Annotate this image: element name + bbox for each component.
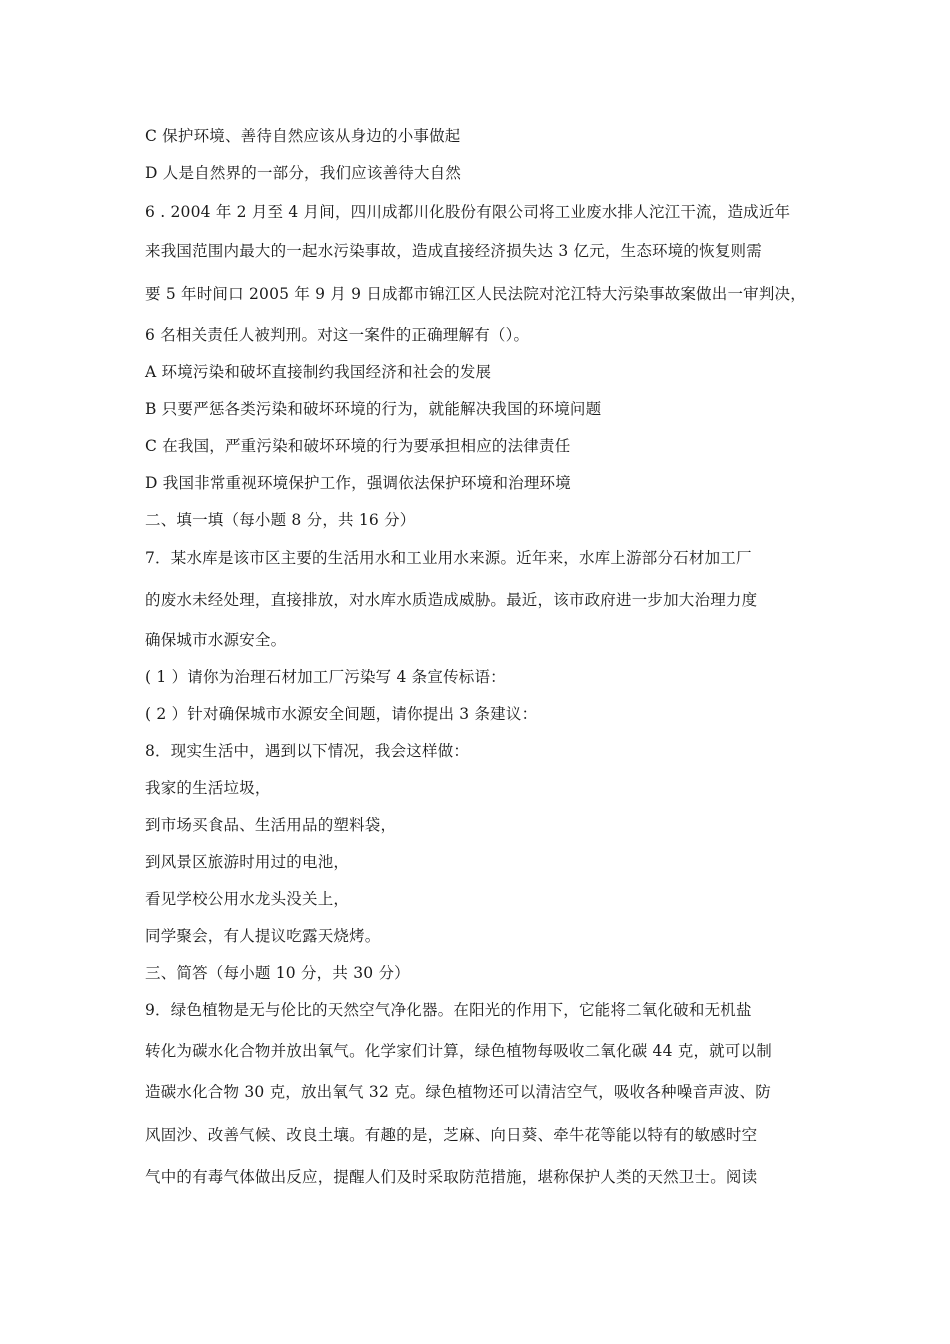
- question-7-part-1: ( 1 ）请你为治理石材加工厂污染写 4 条宣传标语：: [145, 668, 506, 686]
- question-9-line-5: 气中的有毒气体做出反应，提醒人们及时采取防范措施，堪称保护人类的天然卫士。阅读: [145, 1168, 758, 1186]
- question-6-option-a: A 环境污染和破坏直接制约我国经济和社会的发展: [145, 363, 492, 381]
- question-9-line-2: 转化为碳水化合物并放出氧气。化学家们计算，绿色植物每吸收二氧化碳 44 克，就可以制: [145, 1042, 772, 1060]
- question-9-line-4: 风固沙、改善气候、改良土壤。有趣的是，芝麻、向日葵、牵牛花等能以特有的敏感时空: [145, 1126, 758, 1144]
- question-8-item-5: 同学聚会，有人提议吃露天烧烤。: [145, 927, 381, 945]
- section-2-heading: 二、填一填（每小题 8 分，共 16 分）: [145, 511, 416, 529]
- question-8-item-4: 看见学校公用水龙头没关上，: [145, 890, 350, 908]
- question-6-line-3: 要 5 年时间口 2005 年 9 月 9 日成都市锦江区人民法院对沱江特大污染事故案做出一审判决，: [145, 285, 806, 303]
- question-8-line: 8．现实生活中，遇到以下情况，我会这样做：: [145, 742, 470, 760]
- question-6-option-d: D 我国非常重视环境保护工作，强调依法保护环境和治理环境: [145, 474, 571, 492]
- question-9-line-1: 9．绿色植物是无与伦比的天然空气净化器。在阳光的作用下，它能将二氧化破和无机盐: [145, 1001, 752, 1019]
- question-6-option-b: B 只要严惩各类污染和破坏环境的行为，就能解决我国的环境问题: [145, 400, 602, 418]
- question-7-line-3: 确保城市水源安全。: [145, 631, 287, 649]
- question-8-item-2: 到市场买食品、生活用品的塑料袋，: [145, 816, 397, 834]
- option-d-line: D 人是自然界的一部分，我们应该善待大自然: [145, 164, 462, 182]
- question-7-part-2: ( 2 ）针对确保城市水源安全间题，请你提出 3 条建议：: [145, 705, 538, 723]
- option-c-line: C 保护环境、善待自然应该从身边的小事做起: [145, 127, 461, 145]
- section-3-heading: 三、简答（每小题 10 分，共 30 分）: [145, 964, 410, 982]
- question-8-item-1: 我家的生活垃圾，: [145, 779, 271, 797]
- question-6-line-2: 来我国范围内最大的一起水污染事故，造成直接经济损失达 3 亿元，生态环境的恢复则需: [145, 242, 762, 260]
- question-9-line-3: 造碳水化合物 30 克，放出氧气 32 克。绿色植物还可以清洁空气，吸收各种噪音声波、防: [145, 1083, 771, 1101]
- question-8-item-3: 到风景区旅游时用过的电池，: [145, 853, 350, 871]
- question-6-line-4: 6 名相关责任人被判刑。对这一案件的正确理解有（）。: [145, 326, 530, 344]
- question-7-line-2: 的废水未经处理，直接排放，对水库水质造成威胁。最近，该市政府进一步加大治理力度: [145, 591, 758, 609]
- question-7-line-1: 7．某水库是该市区主要的生活用水和工业用水来源。近年来，水库上游部分石材加工厂: [145, 549, 752, 567]
- question-6-option-c: C 在我国，严重污染和破坏环境的行为要承担相应的法律责任: [145, 437, 571, 455]
- question-6-line-1: 6 . 2004 年 2 月至 4 月间，四川成都川化股份有限公司将工业废水排人沱江干流，造成近年: [145, 203, 791, 221]
